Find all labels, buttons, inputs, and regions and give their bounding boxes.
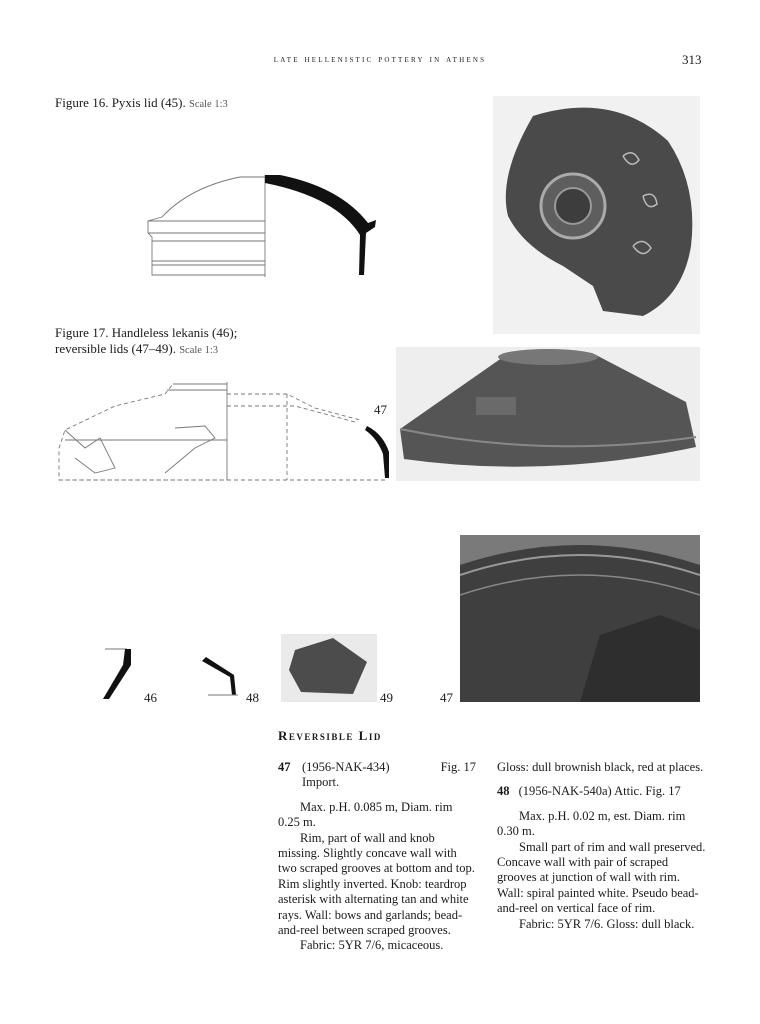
figure17-photo-lid-side (396, 347, 700, 481)
entry-48-fabric-gloss: Fabric: 5YR 7/6. Gloss: dull black. (519, 916, 695, 931)
figure17-caption (55, 325, 237, 359)
pyxis-lid-photo-icon (493, 96, 700, 334)
entry-48-header-row (497, 784, 707, 799)
figure16-scale: Scale 1:3 (188, 99, 228, 110)
entry-47 (278, 760, 476, 954)
profile-48-drawing (198, 655, 248, 700)
entry-47-gloss: Gloss: dull brownish black, red at places. (497, 760, 704, 774)
entry-47-number: 47 (278, 760, 291, 774)
photo-47-detail (460, 535, 700, 702)
column-2 (497, 760, 707, 932)
lid-detail-photo-icon (460, 535, 700, 702)
sherd-49-photo-icon (281, 634, 377, 702)
entry-48-number: 48 (497, 784, 510, 799)
figure17-caption-line1: Figure 17. Handleless lekanis (46); (55, 325, 238, 340)
entry-48-dims: Max. p.H. 0.02 m, est. Diam. rim 0.30 m. (497, 808, 686, 839)
entry-47-description: Rim, part of wall and knob missing. Slightly concave wall with two scraped grooves at bottom and top. Rim slightly inverted. Knob: teardrop asterisk with alternating tan and white rays. Wall: bows and garlands; bead-and-reel between scraped grooves. (278, 830, 475, 938)
running-head: late hellenistic pottery in athens (273, 54, 487, 65)
photo-49 (281, 634, 377, 702)
lid-side-photo-icon (396, 347, 700, 481)
photo-49-label: 49 (380, 690, 393, 705)
figure17-lekanis-drawing (55, 378, 395, 484)
entry-48-description: Small part of rim and wall preserved. Concave wall with pair of scraped grooves at junction of wall with rim. Wall: spiral painted white. Pseudo bead-and-reel on vertical face of rim. (497, 839, 706, 916)
page-number: 313 (682, 52, 702, 67)
section-heading: Reversible Lid (278, 728, 382, 743)
entry-47-fabric: Fabric: 5YR 7/6, micaceous. (300, 938, 444, 953)
profile-46-label: 46 (144, 690, 157, 705)
profile-48-label: 48 (246, 690, 259, 705)
figure17-scale: Scale 1:3 (179, 345, 218, 356)
figure16-photo (493, 96, 700, 334)
figure17-label-47-drawing: 47 (374, 402, 387, 417)
entry-47-origin: Import. (302, 775, 340, 790)
entry-47-dims: Max. p.H. 0.085 m, Diam. rim 0.25 m. (278, 799, 453, 830)
entry-47-inventory: (1956-NAK-434) (302, 760, 390, 774)
figure17-caption-line2: reversible lids (47–49). (55, 341, 176, 356)
figure16-caption (55, 95, 228, 113)
figure16-caption-text: Figure 16. Pyxis lid (45). (55, 95, 186, 110)
figure16-lid-drawing (140, 165, 390, 280)
entry-47-figref: Fig. 17 (440, 760, 476, 774)
entry-48-header: (1956-NAK-540a) Attic. Fig. 17 (518, 784, 681, 799)
photo-47-label: 47 (440, 690, 453, 705)
